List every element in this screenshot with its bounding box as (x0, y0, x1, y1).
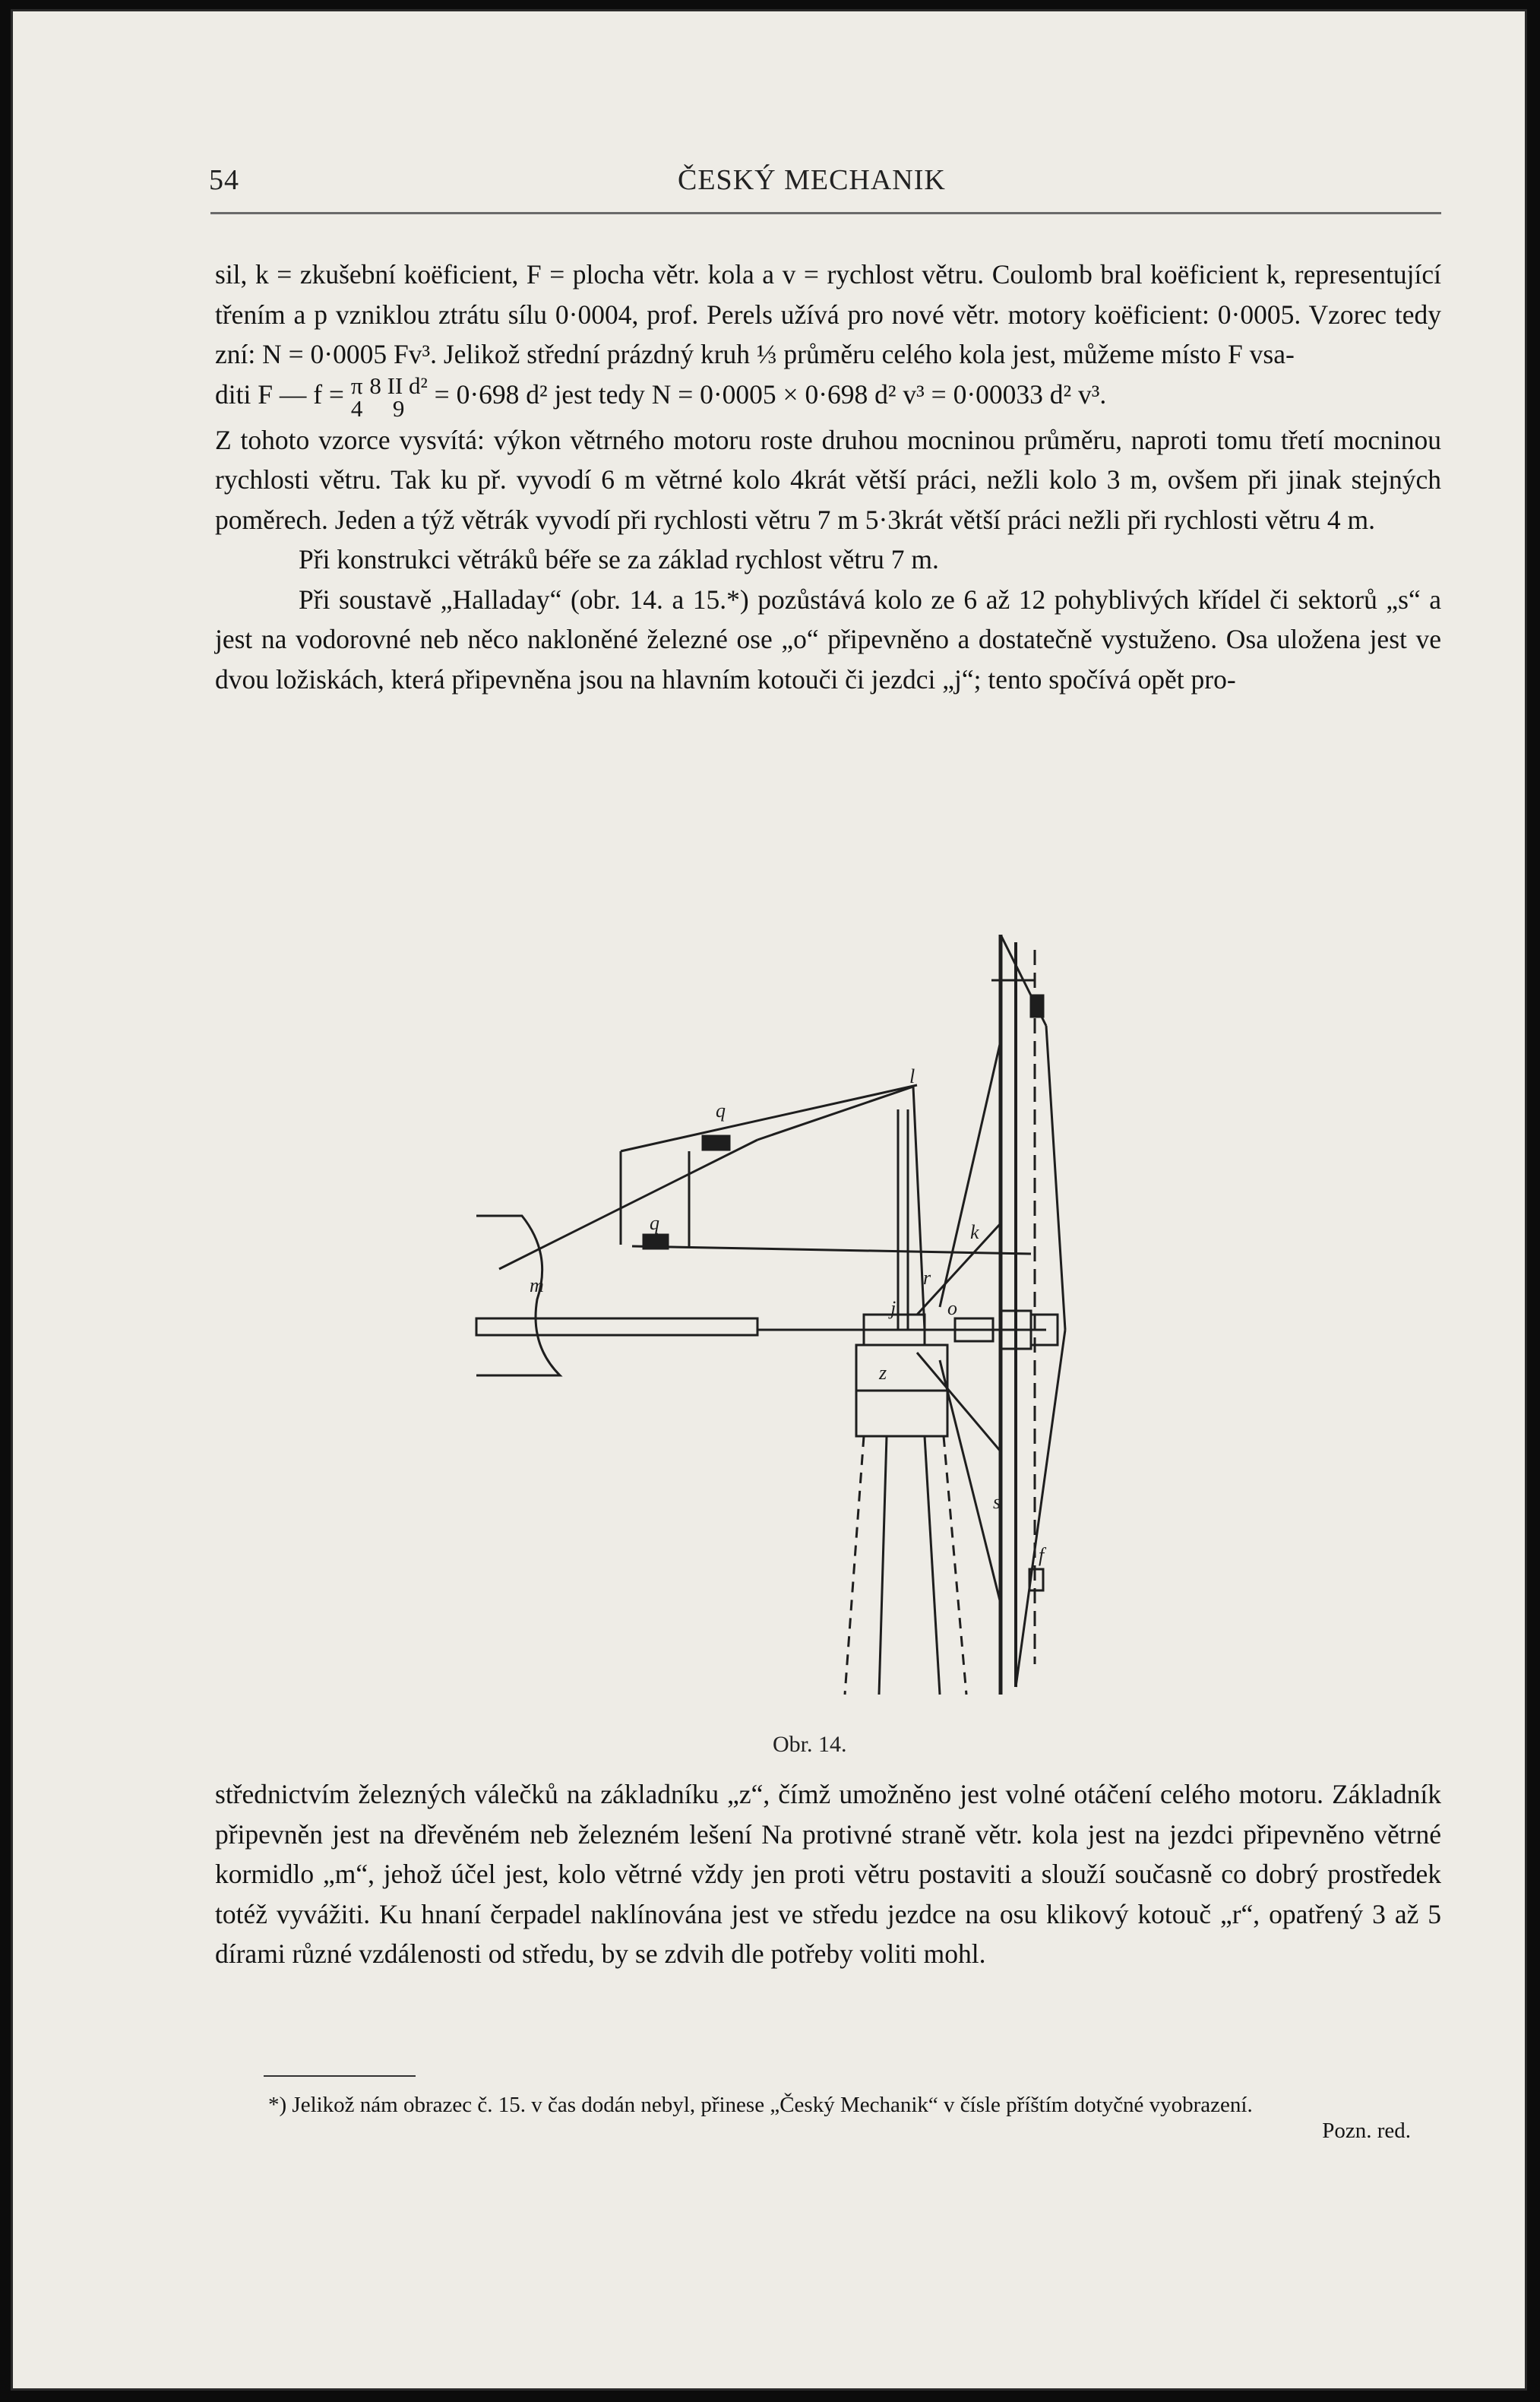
label-l: l (909, 1065, 915, 1087)
label-z: z (879, 1362, 887, 1384)
formula-lead: diti F — f = (215, 378, 344, 410)
footnote-credit: Pozn. red. (1322, 2119, 1411, 2143)
weight-block-lower (644, 1235, 668, 1248)
label-f: f (1039, 1544, 1045, 1566)
fraction-numerator: 8 II d² (369, 372, 428, 399)
label-j: j (890, 1297, 896, 1319)
footnote (215, 2092, 1441, 2143)
formula-line (215, 372, 1441, 422)
fraction-denominator: 4 (350, 394, 363, 422)
label-m: m (530, 1274, 544, 1296)
fraction-numerator: π (350, 372, 363, 399)
footnote-rule (264, 2075, 416, 2077)
body-text-top (215, 255, 1441, 699)
tower-leg (879, 1436, 887, 1695)
fraction-8d2-over-9 (369, 372, 428, 422)
horizontal-rod (632, 1246, 1031, 1254)
lever-rod (621, 1085, 917, 1151)
fraction-pi-over-4 (350, 372, 363, 422)
body-text-bottom (215, 1774, 1441, 1974)
main-beam (476, 1318, 757, 1335)
paragraph: Při soustavě „Halladay“ (obr. 14. a 15.*) pozůstává kolo ze 6 až 12 pohyblivých křídel či sektorů „s“ a jest na vodorovné neb něco nakloněné železné ose „o“ připevněno a dostatečně vystuženo. Osa uložena jest ve dvou ložiskách, která připevněna jsou na hlavním kotouči či jezdci „j“; tento spočívá opět pro- (215, 584, 1441, 695)
weight-block-upper (703, 1136, 729, 1150)
page-sheet (11, 9, 1527, 2391)
paragraph: střednictvím železných válečků na základníku „z“, čímž umožněno jest volné otáčení celého motoru. Základník připevněn jest na dřevěném neb železném lešení Na protivné straně větr. kola jest na jezdci připevněno větrné kormidlo „m“, jehož účel jest, kolo větrné vždy jen proti větru postaviti a slouží současně co dobrý prostředek totéž vyvážiti. Ku hnaní čerpadel naklínována jest ve středu jezdce na osu klikový kotouč „r“, opatřený 3 až 5 dírami různé vzdálenosti od středu, by se zdvih dle potřeby voliti mohl. (215, 1779, 1441, 1969)
page-number: 54 (209, 164, 239, 196)
stay-rod (499, 1140, 757, 1269)
paragraph: Z tohoto vzorce vysvítá: výkon větrného motoru roste druhou mocninou průměru, naproti tomu třetí mocninou rychlosti větru. Tak ku př. vyvodí 6 m větrné kolo 4krát větší práci, nežli kolo 3 m, ovšem při jinak stejných poměrech. Jeden a týž větrák vyvodí při rychlosti větru 7 m 5·3krát větší práci nežli při rychlosti větru 4 m. (215, 424, 1441, 535)
formula-rest: = 0·698 d² jest tedy N = 0·0005 × 0·698 d² v³ = 0·00033 d² v³. (434, 378, 1107, 410)
label-q-lower: q (650, 1212, 659, 1234)
running-title: ČESKÝ MECHANIK (678, 164, 946, 196)
rudder-vane (476, 1216, 560, 1375)
paragraph: Při konstrukci větráků béře se za základ rychlost větru 7 m. (299, 544, 939, 574)
header-rule (210, 212, 1441, 214)
paragraph: sil, k = zkušební koëficient, F = plocha větr. kola a v = rychlost větru. Coulomb bral koëficient k, representující třením a p vzniklou ztrátu sílu 0·0004, prof. Perels užívá pro nové větr. motory koëficient: 0·0005. Vzorec tedy zní: N = 0·0005 Fv³. Jelikož střední prázdný kruh ⅓ průměru celého kola jest, můžeme místo F vsa- (215, 259, 1441, 369)
tower-leg (944, 1436, 966, 1695)
fraction-denominator: 9 (392, 394, 405, 422)
tower-leg (925, 1436, 940, 1695)
label-q-upper: q (716, 1100, 726, 1122)
label-r: r (923, 1267, 931, 1289)
footnote-text: *) Jelikož nám obrazec č. 15. v čas dodán nebyl, přinese „Český Mechanik“ v čísle příštím dotyčné vyobrazení. (268, 2093, 1253, 2117)
label-s: s (993, 1491, 1001, 1513)
windmill-figure (469, 935, 1221, 1717)
figure-caption: Obr. 14. (773, 1732, 847, 1757)
tower-leg (845, 1436, 864, 1695)
label-o: o (947, 1297, 957, 1319)
label-k: k (970, 1221, 979, 1243)
